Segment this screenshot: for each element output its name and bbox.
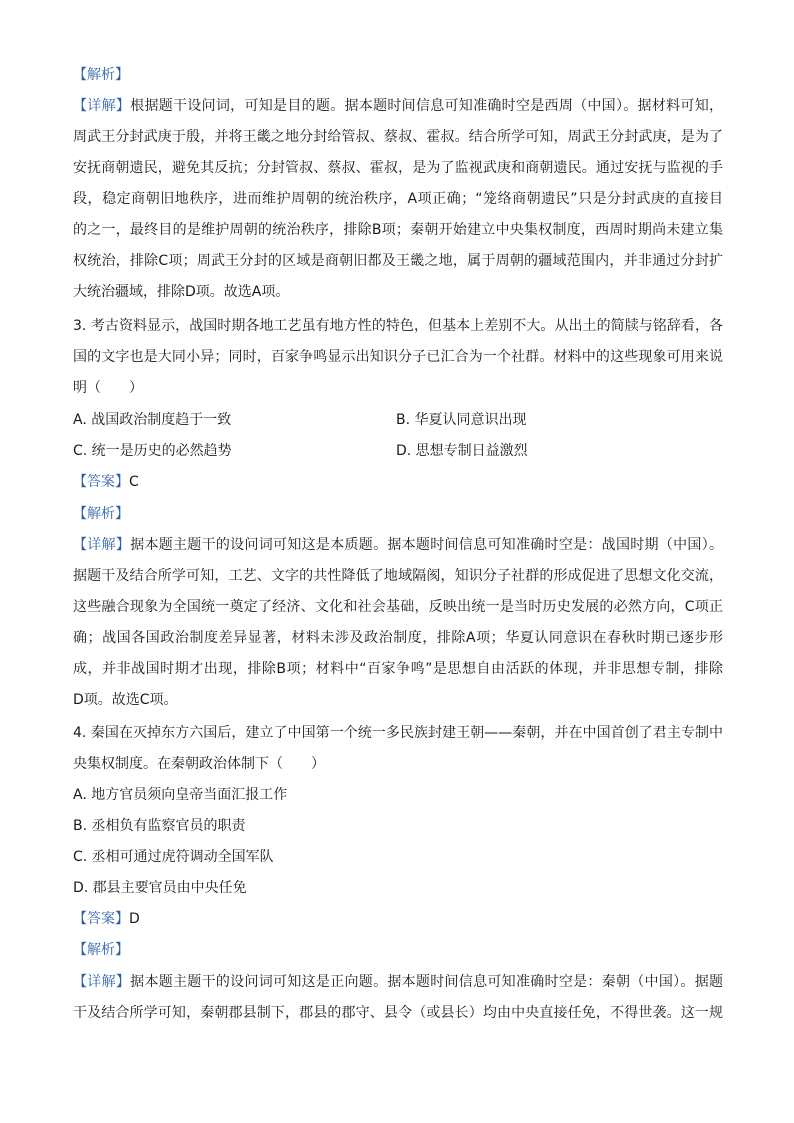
q2-detail-line: 安抚商朝遗民，避免其反抗；分封管叔、蔡叔、霍叔，是为了监视武庚和商朝遗民。通过安抚与监视的手 [73, 160, 723, 176]
q3-stem-line: 明（ ） [73, 380, 143, 396]
q3-stem-line: 3. 考古资料显示，战国时期各地工艺虽有地方性的特色，但基本上差别不大。从出土的简牍与铭辞看，各 [73, 318, 723, 334]
q3-detail-line: 确；战国各国政治制度差异显著，材料未涉及政治制度，排除A项；华夏认同意识在春秋时期已逐步形 [73, 630, 723, 646]
q3-detail-line: 据题干及结合所学可知，工艺、文字的共性降低了地域隔阂，知识分子社群的形成促进了思想文化交流， [73, 568, 723, 584]
q3-option-a: A. 战国政治制度趋于一致 [73, 412, 232, 428]
q2-detail-line: 权统治，排除C项；周武王分封的区域是商朝旧都及王畿之地，属于周朝的疆域范围内，并非通过分封扩 [73, 253, 723, 269]
q4-analysis-heading [73, 940, 723, 960]
q4-stem-line: 央集权制度。在秦朝政治体制下（ ） [73, 756, 325, 772]
answer-tag: 【答案】 [73, 474, 129, 490]
q4-option-c: C. 丞相可通过虎符调动全国军队 [73, 849, 274, 865]
analysis-tag: 【解析】 [73, 67, 129, 83]
q3-detail-line: 成，并非战国时期才出现，排除B项；材料中“百家争鸣”是思想自由活跃的体现，并非思想专制，排除 [73, 661, 723, 677]
q3-stem-line: 国的文字也是大同小异；同时，百家争鸣显示出知识分子已汇合为一个社群。材料中的这些现象可用来说 [73, 349, 723, 365]
detail-tag: 【详解】 [73, 98, 131, 114]
q2-detail-line: 【详解】根据题干设问词，可知是目的题。据本题时间信息可知准确时空是西周（中国）。据材料可知， [73, 98, 723, 114]
q3-detail-line: 【详解】据本题主题干的设问词可知这是本质题。据本题时间信息可知准确时空是：战国时期（中国）。 [73, 537, 723, 553]
q3-analysis-heading [73, 504, 723, 524]
q2-detail-line: 段，稳定商朝旧地秩序，进而维护周朝的统治秩序，A项正确；“笼络商朝遗民”只是分封武庚的直接目 [73, 191, 723, 207]
q4-detail-line: 【详解】据本题主题干的设问词可知这是正向题。据本题时间信息可知准确时空是：秦朝（中国）。据题 [73, 974, 723, 990]
analysis-tag: 【解析】 [73, 942, 129, 958]
q2-detail-line: 周武王分封武庚于殷，并将王畿之地分封给管叔、蔡叔、霍叔。结合所学可知，周武王分封武庚，是为了 [73, 129, 723, 145]
q3-answer [73, 472, 723, 492]
answer-value: D [129, 911, 140, 927]
detail-tag: 【详解】 [73, 537, 131, 553]
q4-stem-line: 4. 秦国在灭掉东方六国后，建立了中国第一个统一多民族封建王朝——秦朝，并在中国首创了君主专制中 [73, 725, 723, 741]
q4-option-d: D. 郡县主要官员由中央任免 [73, 880, 247, 896]
q3-option-c: C. 统一是历史的必然趋势 [73, 443, 232, 459]
detail-tag: 【详解】 [73, 974, 131, 990]
answer-value: C [129, 474, 139, 490]
q4-answer [73, 909, 723, 929]
q2-detail-line: 的之一，最终目的是维护周朝的统治秩序，排除B项；秦朝开始建立中央集权制度，西周时期尚未建立集 [73, 222, 723, 238]
q3-option-b: B. 华夏认同意识出现 [396, 412, 527, 428]
q3-detail-line: 这些融合现象为全国统一奠定了经济、文化和社会基础，反映出统一是当时历史发展的必然方向，C项正 [73, 599, 723, 615]
q3-detail-line: D项。故选C项。 [73, 692, 178, 708]
q2-detail-line: 大统治疆域，排除D项。故选A项。 [73, 284, 290, 300]
answer-tag: 【答案】 [73, 911, 129, 927]
q2-analysis-heading [73, 65, 723, 85]
q3-option-d: D. 思想专制日益激烈 [396, 443, 528, 459]
q4-detail-line: 干及结合所学可知，秦朝郡县制下，郡县的郡守、县令（或县长）均由中央直接任免，不得世袭。这一规 [73, 1005, 723, 1021]
analysis-tag: 【解析】 [73, 506, 129, 522]
q4-option-a: A. 地方官员须向皇帝当面汇报工作 [73, 787, 288, 803]
q4-option-b: B. 丞相负有监察官员的职责 [73, 818, 246, 834]
